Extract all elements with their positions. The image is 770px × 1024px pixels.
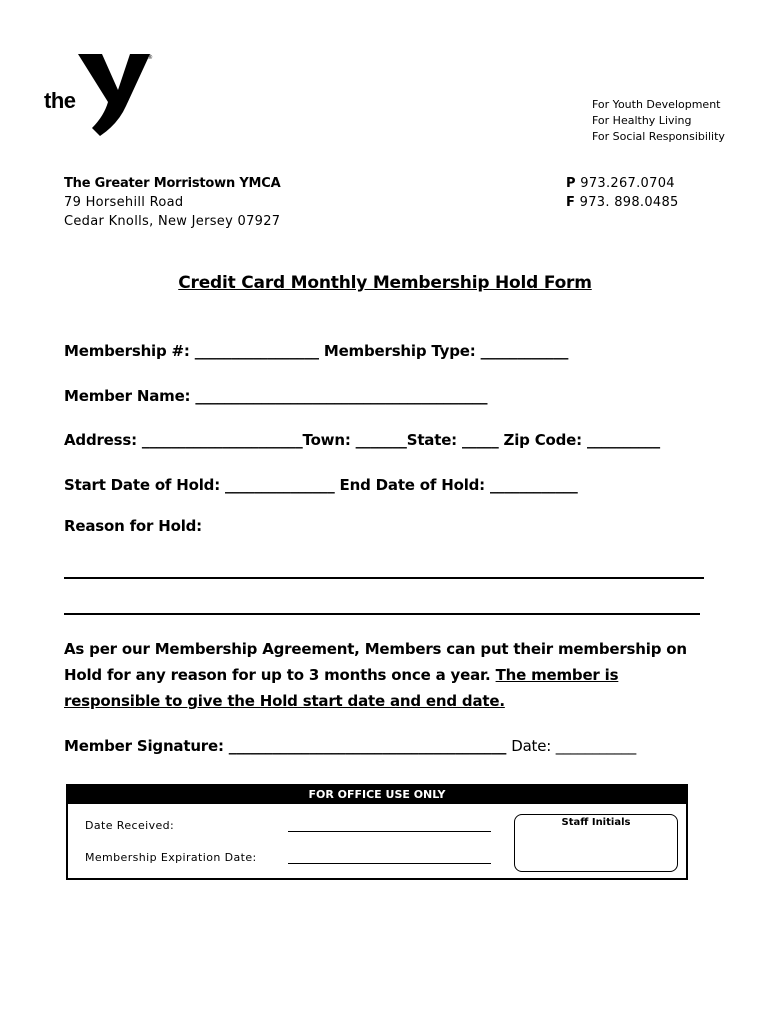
date-received-line[interactable] bbox=[288, 831, 491, 832]
reason-line-1[interactable] bbox=[64, 577, 704, 579]
signature-date-field[interactable]: Date: ___________ bbox=[511, 737, 636, 755]
organization-name: The Greater Morristown YMCA bbox=[64, 176, 281, 191]
logo-registered-mark: ® bbox=[147, 54, 153, 61]
tagline-line: For Healthy Living bbox=[592, 114, 692, 127]
form-title: Credit Card Monthly Membership Hold Form bbox=[178, 273, 592, 293]
contact-block bbox=[566, 174, 679, 212]
office-use-box bbox=[66, 784, 688, 880]
reason-line-2[interactable] bbox=[64, 613, 700, 615]
member-signature-field[interactable]: Member Signature: ______________________________________ bbox=[64, 737, 512, 755]
logo-ymca-text: YMCA bbox=[106, 96, 125, 122]
address-block bbox=[64, 174, 280, 231]
fax-number: 973. 898.0485 bbox=[575, 195, 679, 210]
ymca-logo bbox=[44, 52, 156, 138]
tagline-line: For Youth Development bbox=[592, 98, 721, 111]
reason-label: Reason for Hold: bbox=[64, 517, 202, 535]
street-address: 79 Horsehill Road bbox=[64, 195, 184, 210]
tagline bbox=[592, 97, 725, 145]
signature-row[interactable] bbox=[64, 737, 636, 755]
expiration-date-line[interactable] bbox=[288, 863, 491, 864]
office-use-header: FOR OFFICE USE ONLY bbox=[68, 786, 686, 804]
address-field[interactable]: Address: ______________________Town: _______State: _____ Zip Code: __________ bbox=[64, 431, 660, 449]
agreement-plain: As per our Membership Agreement, Members can put their membership on Hold for any reason for up to 3 months once a year. bbox=[64, 640, 687, 684]
phone-line bbox=[566, 174, 679, 193]
date-received-label: Date Received: bbox=[85, 819, 175, 832]
expiration-date-label: Membership Expiration Date: bbox=[85, 851, 257, 864]
agreement-text bbox=[64, 636, 704, 714]
membership-number-type-field[interactable]: Membership #: _________________ Membership Type: ____________ bbox=[64, 342, 569, 360]
member-name-field[interactable]: Member Name: ________________________________________ bbox=[64, 387, 488, 405]
logo-the-text: the bbox=[44, 88, 76, 113]
agreement-underlined: The member is responsible to give the Hold start date and end date. bbox=[64, 666, 619, 710]
fax-label: F bbox=[566, 195, 576, 210]
ymca-y-mark-icon bbox=[78, 52, 150, 136]
fax-line bbox=[566, 193, 679, 212]
phone-label: P bbox=[566, 176, 576, 191]
staff-initials-box[interactable] bbox=[514, 814, 678, 872]
hold-dates-field[interactable]: Start Date of Hold: _______________ End Date of Hold: ____________ bbox=[64, 476, 578, 494]
staff-initials-label: Staff Initials bbox=[561, 817, 631, 828]
city-state-zip: Cedar Knolls, New Jersey 07927 bbox=[64, 214, 281, 229]
phone-number: 973.267.0704 bbox=[575, 176, 675, 191]
tagline-line: For Social Responsibility bbox=[592, 130, 725, 143]
